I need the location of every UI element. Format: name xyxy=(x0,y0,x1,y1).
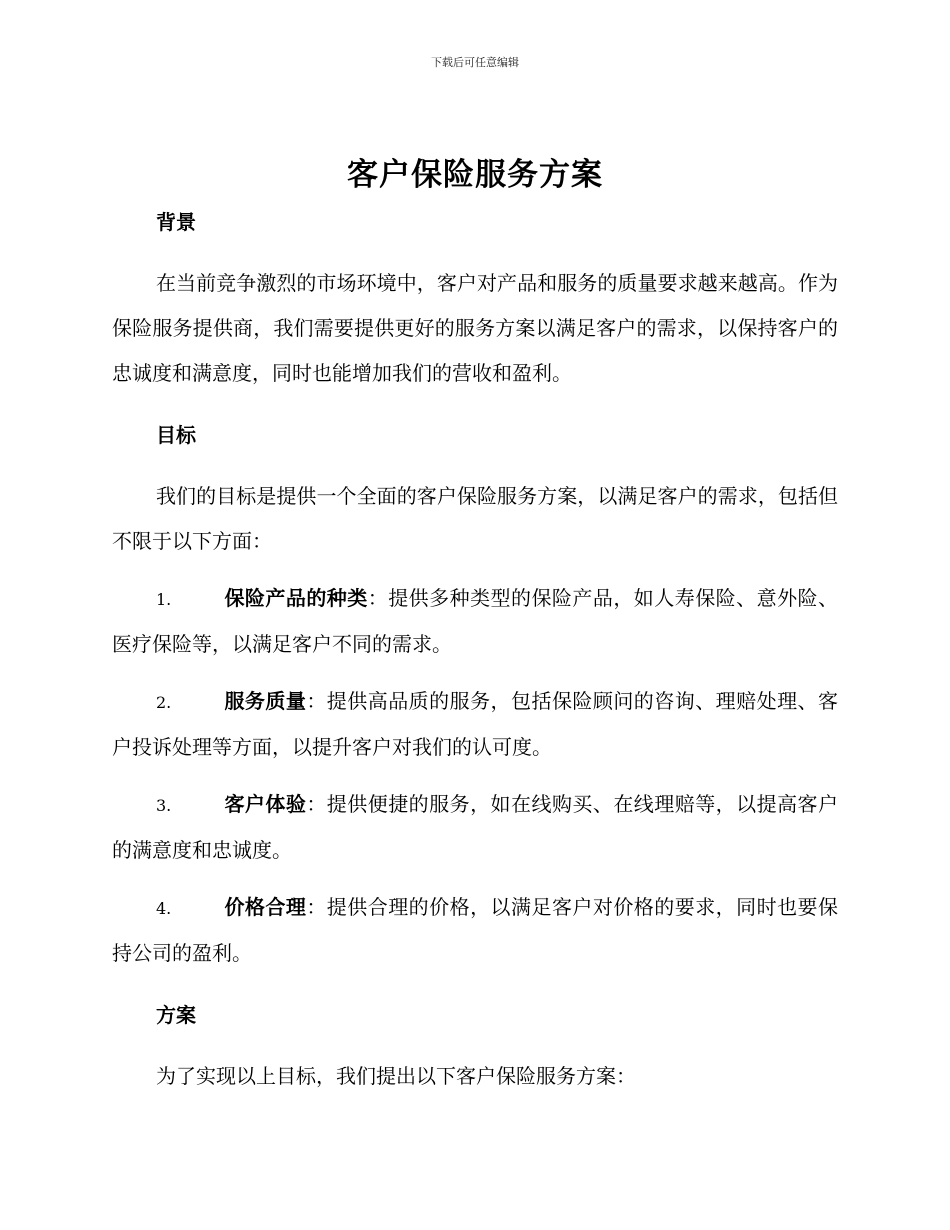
list-item xyxy=(112,679,838,770)
section-heading-plan: 方案 xyxy=(156,1003,196,1027)
document-body xyxy=(112,205,838,1099)
list-item-text: ：提供合理的价格，以满足客户对价格的要求，同时也要保持公司的盈利。 xyxy=(112,895,839,965)
list-item-term: 保险产品的种类 xyxy=(224,586,368,610)
section-heading-goals: 目标 xyxy=(156,423,196,447)
list-item-term: 价格合理 xyxy=(224,895,307,919)
document-title: 客户保险服务方案 xyxy=(347,157,603,193)
page-header: 下载后可任意编辑 xyxy=(431,56,519,69)
list-item xyxy=(112,782,838,873)
list-item-term: 客户体验 xyxy=(224,792,307,816)
list-item-text: ：提供便捷的服务，如在线购买、在线理赔等，以提高客户的满意度和忠诚度。 xyxy=(112,792,839,862)
list-item-number: 1. xyxy=(156,590,172,609)
list-item-number: 3. xyxy=(156,796,172,815)
list-item-term: 服务质量 xyxy=(224,689,307,713)
section-heading-background: 背景 xyxy=(156,210,196,234)
list-item xyxy=(112,885,838,976)
list-item-number: 2. xyxy=(156,693,172,712)
list-item-number: 4. xyxy=(156,899,172,918)
list-item-text: ：提供多种类型的保险产品，如人寿保险、意外险、医疗保险等，以满足客户不同的需求。 xyxy=(112,586,839,656)
list-item-text: ：提供高品质的服务，包括保险顾问的咨询、理赔处理、客户投诉处理等方面，以提升客户对我们的认可度。 xyxy=(112,689,839,759)
list-item xyxy=(112,576,838,667)
plan-paragraph: 为了实现以上目标，我们提出以下客户保险服务方案： xyxy=(156,1064,636,1088)
goals-paragraph: 我们的目标是提供一个全面的客户保险服务方案，以满足客户的需求，包括但不限于以下方面： xyxy=(112,484,838,553)
background-paragraph: 在当前竞争激烈的市场环境中，客户对产品和服务的质量要求越来越高。作为保险服务提供商，我们需要提供更好的服务方案以满足客户的需求，以保持客户的忠诚度和满意度，同时也能增加我们的营收和盈利。 xyxy=(112,271,838,385)
